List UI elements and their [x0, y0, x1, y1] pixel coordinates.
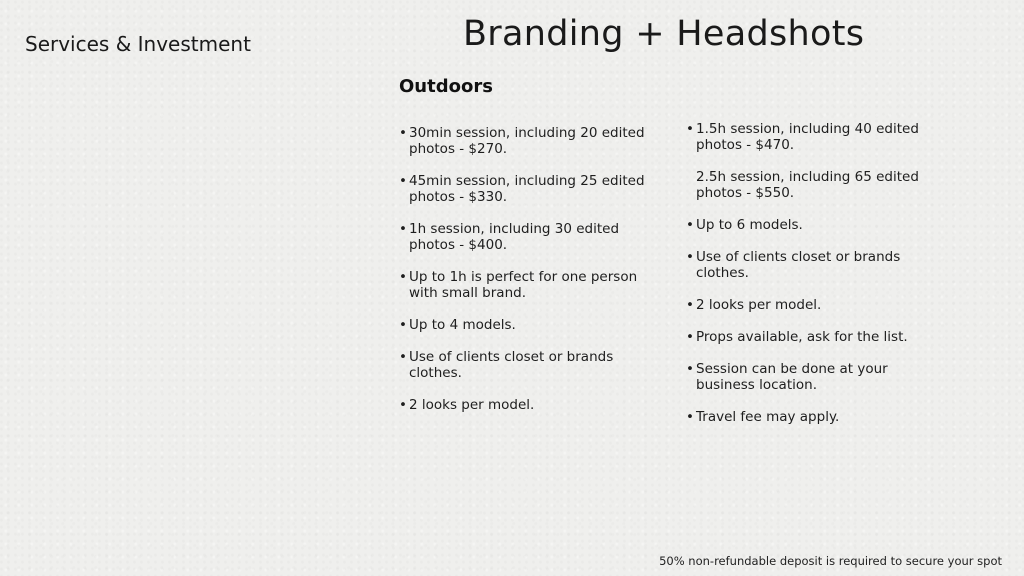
list-item: • Up to 1h is perfect for one person with small brand. [399, 269, 659, 301]
list-item: • 45min session, including 25 edited photos - $330. [399, 173, 659, 205]
list-item: • 1h session, including 30 edited photos - $400. [399, 221, 659, 253]
list-item: • 1.5h session, including 40 edited photos - $470. [686, 121, 941, 153]
list-item: • Up to 6 models. [686, 217, 941, 233]
deposit-note: 50% non-refundable deposit is required to secure your spot [659, 554, 1002, 568]
list-item: • 30min session, including 20 edited photos - $270. [399, 125, 659, 157]
section-heading-outdoors: Outdoors [399, 76, 493, 97]
list-item: • Session can be done at your business location. [686, 361, 941, 393]
list-item: • Travel fee may apply. [686, 409, 941, 425]
list-item: • Props available, ask for the list. [686, 329, 941, 345]
services-list-right [686, 121, 941, 441]
side-heading: Services & Investment [25, 32, 251, 56]
list-item: • 2 looks per model. [686, 297, 941, 313]
list-item: • 2 looks per model. [399, 397, 659, 413]
services-list-left [399, 125, 659, 429]
list-item: • Use of clients closet or brands clothes. [686, 249, 941, 281]
list-item: • Use of clients closet or brands clothes. [399, 349, 659, 381]
list-item: • Up to 4 models. [399, 317, 659, 333]
list-item: 2.5h session, including 65 edited photos - $550. [696, 169, 919, 201]
page-title: Branding + Headshots [463, 14, 865, 54]
